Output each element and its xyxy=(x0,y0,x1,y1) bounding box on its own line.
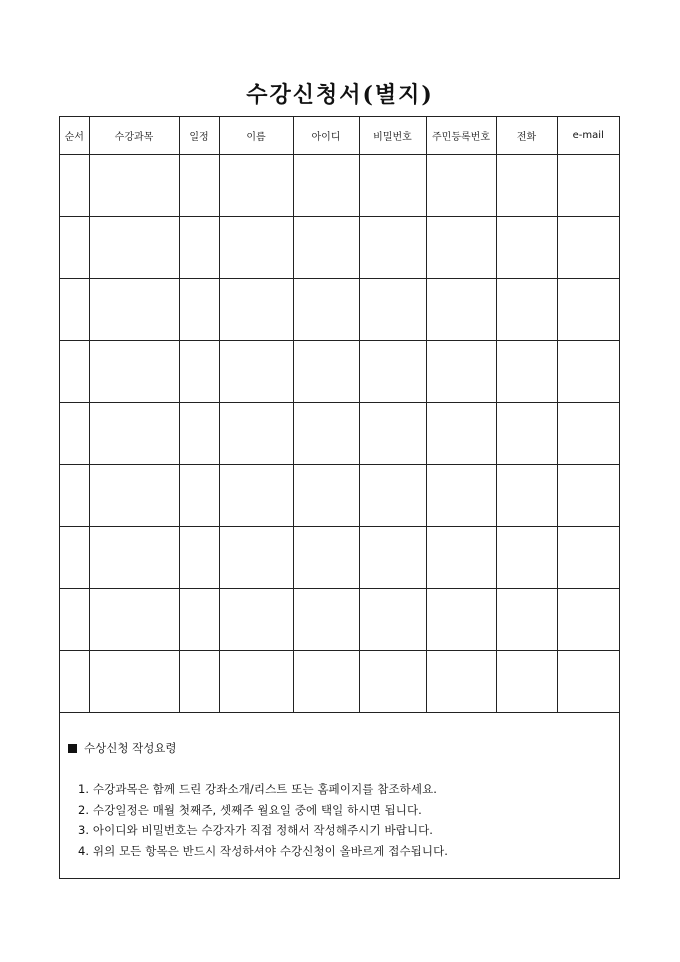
table-cell[interactable] xyxy=(557,650,619,712)
table-cell[interactable] xyxy=(557,402,619,464)
header-email: e-mail xyxy=(557,117,619,154)
table-cell[interactable] xyxy=(426,526,496,588)
guide-item: 2. 수강일정은 매월 첫째주, 셋째주 월요일 중에 택일 하시면 됩니다. xyxy=(78,802,422,817)
table-row xyxy=(60,588,619,650)
table-row xyxy=(60,464,619,526)
table-cell[interactable] xyxy=(496,216,557,278)
table-cell[interactable] xyxy=(219,588,293,650)
table-cell[interactable] xyxy=(496,588,557,650)
table-cell[interactable] xyxy=(293,402,359,464)
table-cell[interactable] xyxy=(359,154,426,216)
table-cell[interactable] xyxy=(426,278,496,340)
table-header-row xyxy=(60,117,619,154)
table-row xyxy=(60,340,619,402)
table-cell[interactable] xyxy=(60,402,89,464)
table-cell[interactable] xyxy=(60,588,89,650)
table-cell[interactable] xyxy=(179,588,219,650)
table-cell[interactable] xyxy=(219,278,293,340)
table-cell[interactable] xyxy=(557,588,619,650)
table-cell[interactable] xyxy=(89,216,179,278)
header-phone: 전화 xyxy=(496,117,557,154)
table-cell[interactable] xyxy=(426,588,496,650)
table-cell[interactable] xyxy=(89,588,179,650)
black-square-icon xyxy=(68,744,77,753)
table-cell[interactable] xyxy=(60,464,89,526)
guide-item: 3. 아이디와 비밀번호는 수강자가 직접 정해서 작성해주시기 바랍니다. xyxy=(78,823,434,837)
table-cell[interactable] xyxy=(179,402,219,464)
header-schedule: 일정 xyxy=(179,117,219,154)
table-cell[interactable] xyxy=(496,526,557,588)
table-body xyxy=(60,154,619,712)
table-row xyxy=(60,216,619,278)
registration-table xyxy=(60,117,619,713)
table-cell[interactable] xyxy=(359,464,426,526)
table-cell[interactable] xyxy=(89,340,179,402)
table-cell[interactable] xyxy=(219,402,293,464)
table-row xyxy=(60,526,619,588)
table-cell[interactable] xyxy=(359,650,426,712)
table-cell[interactable] xyxy=(557,154,619,216)
header-order: 순서 xyxy=(60,117,89,154)
table-cell[interactable] xyxy=(293,154,359,216)
table-cell[interactable] xyxy=(426,340,496,402)
header-password: 비밀번호 xyxy=(359,117,426,154)
guide-heading xyxy=(68,740,177,756)
header-course: 수강과목 xyxy=(89,117,179,154)
table-cell[interactable] xyxy=(557,526,619,588)
table-cell[interactable] xyxy=(426,464,496,526)
table-cell[interactable] xyxy=(219,340,293,402)
table-cell[interactable] xyxy=(179,464,219,526)
table-cell[interactable] xyxy=(557,216,619,278)
table-cell[interactable] xyxy=(496,340,557,402)
table-cell[interactable] xyxy=(89,278,179,340)
table-cell[interactable] xyxy=(293,588,359,650)
table-cell[interactable] xyxy=(496,278,557,340)
table-cell[interactable] xyxy=(219,464,293,526)
table-cell[interactable] xyxy=(359,278,426,340)
table-cell[interactable] xyxy=(179,278,219,340)
table-cell[interactable] xyxy=(179,154,219,216)
table-cell[interactable] xyxy=(89,154,179,216)
table-cell[interactable] xyxy=(496,402,557,464)
table-cell[interactable] xyxy=(219,154,293,216)
table-cell[interactable] xyxy=(293,526,359,588)
header-resident-number: 주민등록번호 xyxy=(426,117,496,154)
table-cell[interactable] xyxy=(89,402,179,464)
guide-item: 1. 수강과목은 함께 드린 강좌소개/리스트 또는 홈페이지를 참조하세요. xyxy=(78,782,438,796)
table-cell[interactable] xyxy=(557,464,619,526)
table-cell[interactable] xyxy=(359,216,426,278)
table-cell[interactable] xyxy=(179,526,219,588)
table-cell[interactable] xyxy=(60,154,89,216)
guide-heading-text: 수상신청 작성요령 xyxy=(84,741,177,755)
guide-list xyxy=(78,779,448,861)
table-cell[interactable] xyxy=(179,340,219,402)
table-cell[interactable] xyxy=(359,402,426,464)
table-cell[interactable] xyxy=(60,340,89,402)
table-cell[interactable] xyxy=(293,650,359,712)
table-cell[interactable] xyxy=(293,340,359,402)
table-cell[interactable] xyxy=(496,154,557,216)
table-cell[interactable] xyxy=(496,464,557,526)
table-row xyxy=(60,402,619,464)
table-cell[interactable] xyxy=(179,650,219,712)
table-cell[interactable] xyxy=(60,278,89,340)
table-row xyxy=(60,154,619,216)
table-cell[interactable] xyxy=(426,216,496,278)
table-cell[interactable] xyxy=(293,278,359,340)
table-cell[interactable] xyxy=(60,216,89,278)
table-cell[interactable] xyxy=(89,464,179,526)
table-cell[interactable] xyxy=(426,650,496,712)
table-cell[interactable] xyxy=(359,526,426,588)
table-cell[interactable] xyxy=(293,464,359,526)
header-name: 이름 xyxy=(219,117,293,154)
table-cell[interactable] xyxy=(557,340,619,402)
table-cell[interactable] xyxy=(359,340,426,402)
table-cell[interactable] xyxy=(60,526,89,588)
table-cell[interactable] xyxy=(426,402,496,464)
table-row xyxy=(60,650,619,712)
table-cell[interactable] xyxy=(89,650,179,712)
table-cell[interactable] xyxy=(359,588,426,650)
table-cell[interactable] xyxy=(293,216,359,278)
guide-item: 4. 위의 모든 항목은 반드시 작성하셔야 수강신청이 올바르게 접수됩니다. xyxy=(78,843,449,858)
document-title: 수강신청서(별지) xyxy=(246,82,434,108)
table-cell[interactable] xyxy=(496,650,557,712)
table-cell[interactable] xyxy=(219,526,293,588)
table-cell[interactable] xyxy=(179,216,219,278)
table-cell[interactable] xyxy=(89,526,179,588)
table-cell[interactable] xyxy=(219,650,293,712)
table-cell[interactable] xyxy=(60,650,89,712)
application-form-frame xyxy=(59,116,620,879)
table-cell[interactable] xyxy=(557,278,619,340)
table-cell[interactable] xyxy=(426,154,496,216)
table-row xyxy=(60,278,619,340)
header-user-id: 아이디 xyxy=(293,117,359,154)
table-cell[interactable] xyxy=(219,216,293,278)
